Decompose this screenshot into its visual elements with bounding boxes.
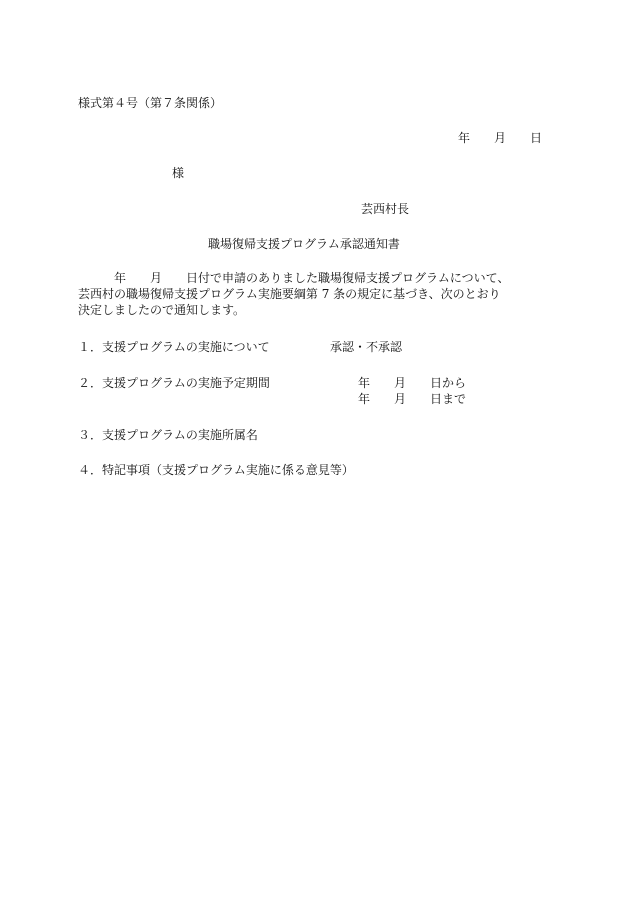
item-1-label: １．支援プログラムの実施について [78, 340, 270, 354]
item-2-end-date: 年 月 日まで [358, 392, 467, 406]
document-title: 職場復帰支援プログラム承認通知書 [208, 237, 400, 251]
addressee-honorific: 様 [172, 166, 185, 180]
issue-date: 年 月 日 [458, 131, 543, 145]
item-2-label: ２．支援プログラムの実施予定期間 [78, 376, 270, 390]
body-line-2: 芸西村の職場復帰支援プログラム実施要綱第 7 条の規定に基づき、次のとおり [78, 287, 501, 301]
item-2-start-date: 年 月 日から [358, 376, 467, 390]
item-4-label: ４．特記事項（支援プログラム実施に係る意見等） [78, 463, 354, 477]
item-3-label: ３．支援プログラムの実施所属名 [78, 428, 258, 442]
body-line-1: 年 月 日付で申請のありました職場復帰支援プログラムについて、 [78, 271, 510, 285]
form-number: 様式第４号（第７条関係） [78, 96, 223, 110]
item-1-value: 承認・不承認 [330, 340, 403, 354]
issuer-name: 芸西村長 [361, 202, 410, 216]
body-line-3: 決定しましたので通知します。 [78, 303, 246, 317]
